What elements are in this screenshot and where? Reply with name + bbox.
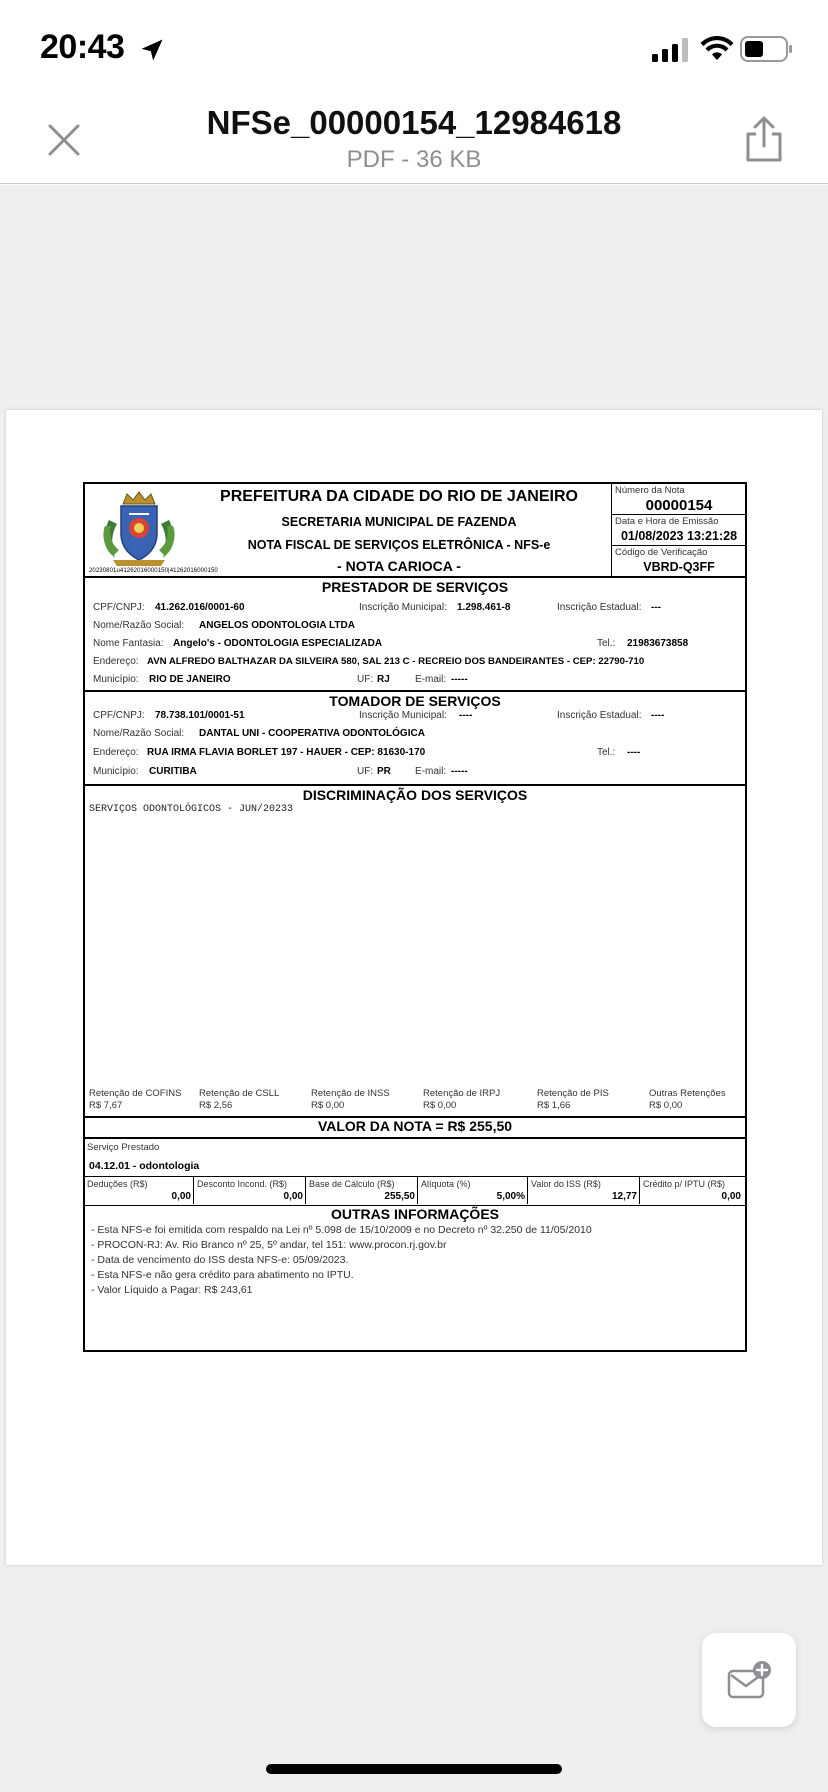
desconto-label: Desconto Incond. (R$) — [197, 1179, 288, 1189]
retencao-outras-label: Outras Retenções — [649, 1088, 726, 1099]
prestador-cpf-value: 41.262.016/0001-60 — [155, 602, 245, 613]
barcode-text: 20230801u41262016000150|41262016000150 — [89, 568, 218, 574]
share-icon[interactable] — [742, 114, 786, 164]
pdf-page — [6, 410, 822, 1565]
retencao-irpj-value: R$ 0,00 — [423, 1100, 457, 1111]
prefeitura-title: PREFEITURA DA CIDADE DO RIO DE JANEIRO — [220, 488, 578, 505]
prestador-ie-value: --- — [651, 602, 661, 613]
prestador-email-label: E-mail: — [415, 674, 447, 685]
codigo-verificacao-cell — [612, 546, 746, 576]
tomador-email-value: ----- — [451, 766, 468, 777]
aliquota-value: 5,00% — [496, 1191, 525, 1202]
valores-row — [85, 1177, 745, 1205]
tomador-email-label: E-mail: — [415, 766, 447, 777]
invoice — [83, 482, 747, 1352]
tomador-razao-value: DANTAL UNI - COOPERATIVA ODONTOLÓGICA — [199, 728, 425, 739]
divider — [193, 1177, 194, 1204]
retencao-csll-label: Retenção de CSLL — [199, 1088, 280, 1099]
retencao-pis-label: Retenção de PIS — [537, 1088, 609, 1099]
tomador-razao-label: Nome/Razão Social: — [93, 728, 185, 739]
prestador-section — [85, 578, 745, 688]
prestador-endereco-label: Endereço: — [93, 656, 139, 667]
status-bar — [0, 0, 828, 96]
prestador-fantasia-label: Nome Fantasia: — [93, 638, 164, 649]
prestador-tel-value: 21983673858 — [627, 638, 689, 649]
prestador-endereco-value: AVN ALFREDO BALTHAZAR DA SILVEIRA 580, SAL 213 C - RECREIO DOS BANDEIRANTES - CEP: 22790-710 — [147, 656, 645, 667]
battery-icon — [740, 36, 794, 62]
divider — [639, 1177, 640, 1204]
desconto-value: 0,00 — [283, 1191, 303, 1202]
prestador-fantasia-value: Angelo's - ODONTOLOGIA ESPECIALIZADA — [173, 638, 383, 649]
deducoes-value: 0,00 — [171, 1191, 191, 1202]
prestador-municipio-value: RIO DE JANEIRO — [149, 674, 231, 685]
credito-iptu-label: Crédito p/ IPTU (R$) — [643, 1179, 726, 1189]
cellular-signal-icon — [652, 38, 690, 62]
prestador-razao-label: Nome/Razão Social: — [93, 620, 185, 631]
status-time: 20:43 — [40, 28, 125, 66]
city-crest-icon — [99, 490, 179, 570]
prestador-cpf-label: CPF/CNPJ: — [93, 602, 145, 613]
prestador-uf-label: UF: — [357, 674, 374, 685]
divider — [527, 1177, 528, 1204]
document-title: NFSe_00000154_12984618 — [206, 104, 622, 141]
codigo-verificacao-value: VBRD-Q3FF — [643, 560, 715, 574]
retencao-pis-value: R$ 1,66 — [537, 1100, 571, 1111]
servico-label: Serviço Prestado — [87, 1142, 160, 1153]
tomador-uf-label: UF: — [357, 766, 374, 777]
retencao-cofins-value: R$ 7,67 — [89, 1100, 123, 1111]
outras-info-line: - Esta NFS-e foi emitida com respaldo na Lei nº 5.098 de 15/10/2009 e no Decreto nº 32.250 de 11/05/2010 — [91, 1224, 592, 1236]
tomador-endereco-label: Endereço: — [93, 747, 139, 758]
note-info-box — [611, 484, 745, 576]
tomador-tel-label: Tel.: — [597, 747, 616, 758]
credito-iptu-value: 0,00 — [721, 1191, 741, 1202]
numero-nota-value: 00000154 — [645, 497, 713, 514]
data-emissao-cell — [612, 515, 746, 546]
aliquota-label: Alíquota (%) — [421, 1179, 471, 1189]
retencao-outras-value: R$ 0,00 — [649, 1100, 683, 1111]
retencao-csll-value: R$ 2,56 — [199, 1100, 233, 1111]
prestador-tel-label: Tel.: — [597, 638, 616, 649]
document-subtitle: PDF - 36 KB — [346, 146, 482, 173]
outras-info-line: - Data de vencimento do ISS desta NFS-e: 05/09/2023. — [91, 1254, 349, 1266]
prestador-razao-value: ANGELOS ODONTOLOGIA LTDA — [199, 620, 355, 631]
prestador-ie-label: Inscrição Estadual: — [557, 602, 642, 613]
prestador-email-value: ----- — [451, 674, 468, 685]
numero-nota-cell — [612, 484, 746, 515]
tomador-im-value: ---- — [459, 710, 473, 721]
tomador-section — [85, 692, 745, 782]
outras-info-line: - PROCON-RJ: Av. Rio Branco nº 25, 5º andar, tel 151: www.procon.rj.gov.br — [91, 1239, 447, 1251]
discriminacao-section — [85, 786, 745, 1116]
divider — [417, 1177, 418, 1204]
prestador-title: PRESTADOR DE SERVIÇOS — [321, 579, 509, 595]
wifi-icon — [700, 36, 734, 62]
document-header — [0, 96, 828, 184]
servico-value: 04.12.01 - odontologia — [89, 1160, 200, 1172]
tomador-cpf-value: 78.738.101/0001-51 — [155, 710, 245, 721]
tomador-endereco-value: RUA IRMA FLAVIA BORLET 197 - HAUER - CEP: 81630-170 — [147, 747, 426, 758]
tomador-municipio-value: CURITIBA — [149, 766, 197, 777]
discriminacao-title: DISCRIMINAÇÃO DOS SERVIÇOS — [302, 787, 528, 803]
divider — [85, 1137, 745, 1139]
nfse-title: NOTA FISCAL DE SERVIÇOS ELETRÔNICA - NFS-e — [247, 538, 551, 552]
tomador-ie-value: ---- — [651, 710, 665, 721]
codigo-verificacao-label: Código de Verificação — [615, 547, 708, 558]
compose-mail-icon — [727, 1659, 773, 1701]
prestador-municipio-label: Município: — [93, 674, 139, 685]
data-emissao-label: Data e Hora de Emissão — [615, 516, 719, 527]
outras-info-line: - Esta NFS-e não gera crédito para abatimento no IPTU. — [91, 1269, 354, 1281]
location-arrow-icon — [138, 36, 166, 64]
valor-nota: VALOR DA NOTA = R$ 255,50 — [317, 1118, 513, 1134]
secretaria-title: SECRETARIA MUNICIPAL DE FAZENDA — [281, 515, 517, 529]
pdf-viewer[interactable] — [0, 185, 828, 1792]
prestador-im-value: 1.298.461-8 — [457, 602, 511, 613]
base-calculo-label: Base de Cálculo (R$) — [309, 1179, 395, 1189]
tomador-im-label: Inscrição Municipal: — [359, 710, 447, 721]
nota-carioca-title: - NOTA CARIOCA - — [337, 558, 461, 574]
deducoes-label: Deduções (R$) — [87, 1179, 148, 1189]
outras-info-line: - Valor Líquido a Pagar: R$ 243,61 — [91, 1284, 253, 1296]
base-calculo-value: 255,50 — [384, 1191, 415, 1202]
valor-iss-label: Valor do ISS (R$) — [531, 1179, 601, 1189]
retencao-cofins-label: Retenção de COFINS — [89, 1088, 182, 1099]
outras-info-title: OUTRAS INFORMAÇÕES — [331, 1206, 499, 1222]
retencao-inss-label: Retenção de INSS — [311, 1088, 390, 1099]
tomador-tel-value: ---- — [627, 747, 641, 758]
prestador-im-label: Inscrição Municipal: — [359, 602, 447, 613]
numero-nota-label: Número da Nota — [615, 485, 685, 496]
tomador-uf-value: PR — [377, 766, 391, 777]
prestador-uf-value: RJ — [377, 674, 390, 685]
valor-iss-value: 12,77 — [611, 1191, 637, 1202]
retencao-inss-value: R$ 0,00 — [311, 1100, 345, 1111]
data-emissao-value: 01/08/2023 13:21:28 — [620, 529, 738, 543]
discriminacao-text: SERVIÇOS ODONTOLÓGICOS - JUN/20233 — [89, 804, 294, 815]
retencao-irpj-label: Retenção de IRPJ — [423, 1088, 501, 1099]
home-indicator[interactable] — [266, 1764, 562, 1774]
tomador-title: TOMADOR DE SERVIÇOS — [329, 693, 501, 709]
compose-mail-button[interactable] — [702, 1633, 796, 1727]
tomador-municipio-label: Município: — [93, 766, 139, 777]
tomador-cpf-label: CPF/CNPJ: — [93, 710, 145, 721]
tomador-ie-label: Inscrição Estadual: — [557, 710, 642, 721]
divider — [305, 1177, 306, 1204]
